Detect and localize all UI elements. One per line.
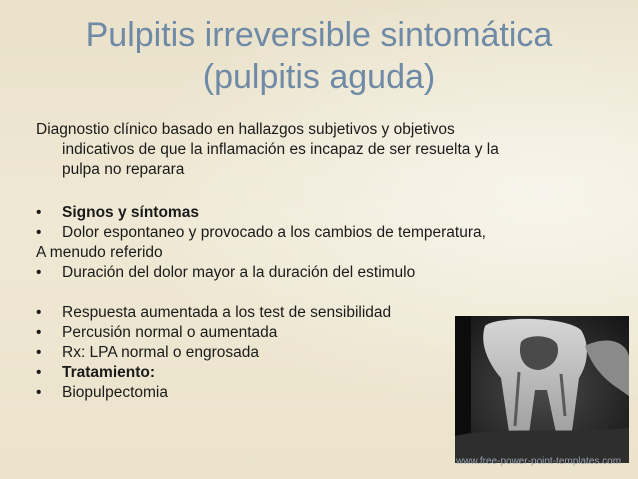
- bullet-dolor: [36, 223, 596, 243]
- bullet-signos-text: Signos y síntomas: [62, 204, 199, 221]
- spacer: [36, 180, 596, 203]
- bullet-duracion-text: Duración del dolor mayor a la duración del estimulo: [62, 264, 416, 281]
- bullet-tratamiento-text: Tratamiento:: [62, 364, 156, 381]
- referido-line: A menudo referido: [36, 244, 163, 261]
- bullet-dot: •: [36, 384, 42, 401]
- dental-xray-image: [455, 316, 629, 463]
- spacer: [36, 283, 596, 303]
- bullet-signos: [36, 203, 596, 223]
- title-line-1: Pulpitis irreversible sintomática: [85, 16, 553, 54]
- bullet-biopulpectomia-text: Biopulpectomia: [62, 384, 168, 401]
- intro-line-1: Diagnostio clínico basado en hallazgos subjetivos y objetivos: [36, 121, 455, 138]
- title-line-2: (pulpitis aguda): [202, 58, 436, 96]
- bullet-rx-text: Rx: LPA normal o engrosada: [62, 344, 260, 361]
- intro-paragraph: [36, 120, 596, 180]
- bullet-dot: •: [36, 324, 42, 341]
- bullet-dot: •: [36, 304, 42, 321]
- bullet-respuesta-text: Respuesta aumentada a los test de sensibilidad: [62, 304, 392, 321]
- bullet-dot: •: [36, 204, 42, 221]
- slide-title: [0, 14, 638, 98]
- bullet-dolor-text: Dolor espontaneo y provocado a los cambios de temperatura,: [62, 224, 486, 241]
- bullet-percusion-text: Percusión normal o aumentada: [62, 324, 278, 341]
- bullet-dot: •: [36, 344, 42, 361]
- bullet-dot: •: [36, 224, 42, 241]
- intro-line-3: pulpa no reparara: [62, 161, 185, 178]
- bullet-dot: •: [36, 264, 42, 281]
- bullet-duracion: [36, 263, 596, 283]
- watermark-text: www.free-power-point-templates.com: [456, 456, 622, 467]
- intro-line-2: indicativos de que la inflamación es incapaz de ser resuelta y la: [62, 141, 499, 158]
- bullet-dot: •: [36, 364, 42, 381]
